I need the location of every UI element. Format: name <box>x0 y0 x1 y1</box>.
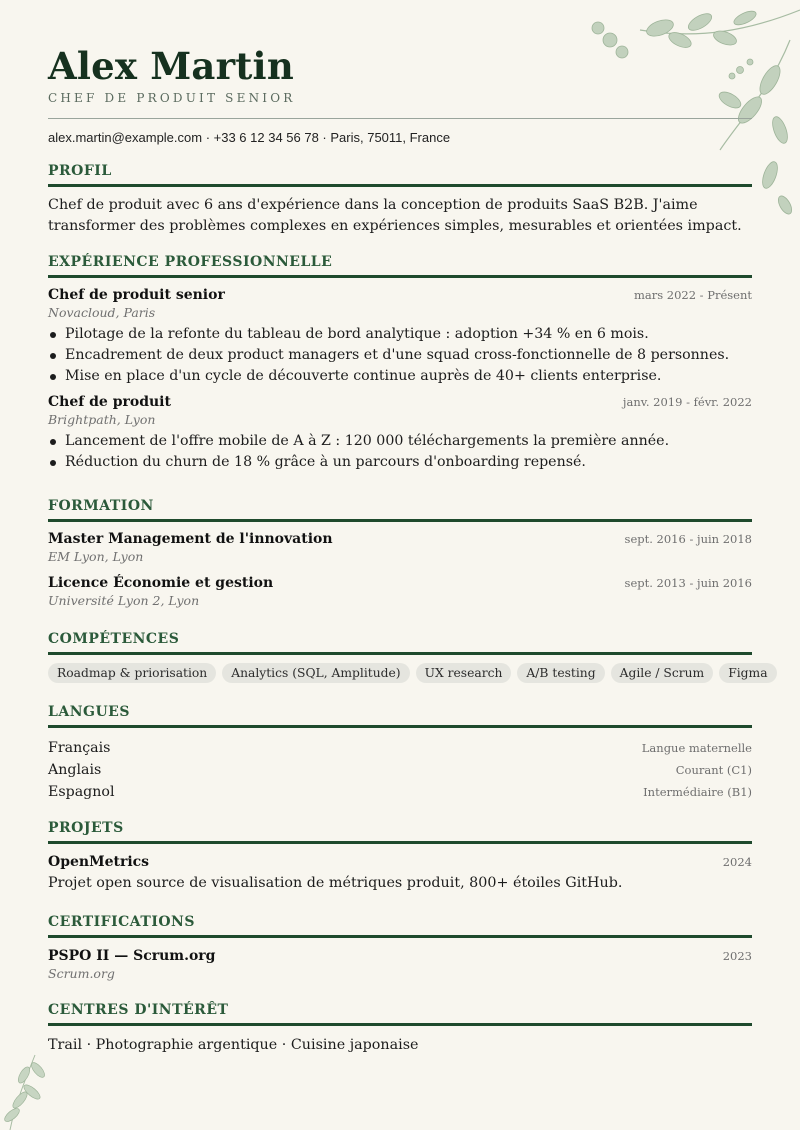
langues-section <box>48 703 752 803</box>
competences-section <box>48 630 768 683</box>
project-year: 2024 <box>722 855 752 869</box>
job-entry-company: Brightpath, Lyon <box>48 412 156 427</box>
education-dates: sept. 2016 - juin 2018 <box>624 532 752 546</box>
list-item: Encadrement de deux product managers et d'une squad cross-fonctionnelle de 8 personnes. <box>48 345 752 366</box>
section-heading: CERTIFICATIONS <box>48 914 195 930</box>
language-name: Espagnol <box>48 784 115 800</box>
section-rule <box>48 725 752 728</box>
list-item: Lancement de l'offre mobile de A à Z : 120 000 téléchargements la première année. <box>48 431 752 452</box>
language-level: Courant (C1) <box>675 763 752 777</box>
section-rule <box>48 1023 752 1026</box>
job-entry-dates: janv. 2019 - févr. 2022 <box>622 395 752 409</box>
certification-issuer: Scrum.org <box>48 966 115 981</box>
section-heading: COMPÉTENCES <box>48 631 180 647</box>
language-level: Langue maternelle <box>641 741 752 755</box>
contact-info: alex.martin@example.com · +33 6 12 34 56 78 · Paris, 75011, France <box>48 130 451 145</box>
job-entry <box>48 286 752 387</box>
section-rule <box>48 519 752 522</box>
skill-chip: Analytics (SQL, Amplitude) <box>222 663 409 683</box>
education-school: EM Lyon, Lyon <box>48 549 144 564</box>
job-entry-title: Chef de produit <box>48 394 171 410</box>
language-row <box>48 737 752 759</box>
certification-entry <box>48 947 752 982</box>
skill-chip: A/B testing <box>517 663 604 683</box>
project-description: Projet open source de visualisation de métriques produit, 800+ étoiles GitHub. <box>48 875 623 891</box>
section-heading: CENTRES D'INTÉRÊT <box>48 1002 229 1018</box>
skill-chip: Roadmap & priorisation <box>48 663 216 683</box>
section-heading: EXPÉRIENCE PROFESSIONNELLE <box>48 254 333 270</box>
skill-chip: UX research <box>416 663 512 683</box>
language-row <box>48 759 752 781</box>
section-heading: PROJETS <box>48 820 124 836</box>
header-divider <box>48 118 752 119</box>
experience-section <box>48 253 752 473</box>
section-rule <box>48 652 752 655</box>
interets-section <box>48 1001 752 1056</box>
profil-section <box>48 162 752 237</box>
job-entry-title: Chef de produit senior <box>48 287 225 303</box>
education-degree: Master Management de l'innovation <box>48 531 333 547</box>
education-dates: sept. 2013 - juin 2016 <box>624 576 752 590</box>
projets-section <box>48 819 752 894</box>
job-entry-company: Novacloud, Paris <box>48 305 156 320</box>
job-entry <box>48 393 752 473</box>
section-rule <box>48 935 752 938</box>
language-name: Anglais <box>48 762 102 778</box>
section-heading: LANGUES <box>48 704 130 720</box>
language-name: Français <box>48 740 111 756</box>
language-level: Intermédiaire (B1) <box>643 785 752 799</box>
job-entry-dates: mars 2022 - Présent <box>633 288 752 302</box>
section-rule <box>48 841 752 844</box>
section-heading: PROFIL <box>48 163 112 179</box>
candidate-name: Alex Martin <box>48 44 294 88</box>
list-item: Pilotage de la refonte du tableau de bord analytique : adoption +34 % en 6 mois. <box>48 324 752 345</box>
section-rule <box>48 184 752 187</box>
interets-text: Trail · Photographie argentique · Cuisine japonaise <box>48 1037 419 1053</box>
skills-list <box>48 663 768 683</box>
certification-name: PSPO II — Scrum.org <box>48 948 216 964</box>
section-rule <box>48 275 752 278</box>
project-entry <box>48 853 752 894</box>
list-item: Mise en place d'un cycle de découverte continue auprès de 40+ clients enterprise. <box>48 366 752 387</box>
certifications-section <box>48 913 752 982</box>
education-entry <box>48 530 752 565</box>
language-row <box>48 781 752 803</box>
section-heading: FORMATION <box>48 498 154 514</box>
education-entry <box>48 574 752 609</box>
skill-chip: Agile / Scrum <box>611 663 714 683</box>
skill-chip: Figma <box>719 663 776 683</box>
education-school: Université Lyon 2, Lyon <box>48 593 200 608</box>
project-name: OpenMetrics <box>48 854 150 870</box>
education-degree: Licence Économie et gestion <box>48 575 274 591</box>
formation-section <box>48 497 752 609</box>
list-item: Réduction du churn de 18 % grâce à un parcours d'onboarding repensé. <box>48 452 752 473</box>
certification-year: 2023 <box>722 949 752 963</box>
job-title: CHEF DE PRODUIT SENIOR <box>48 91 296 105</box>
profil-text: Chef de produit avec 6 ans d'expérience dans la conception de produits SaaS B2B. J'aime transformer des problèmes complexes en expériences simples, mesurables et orientées impact. <box>48 197 742 234</box>
